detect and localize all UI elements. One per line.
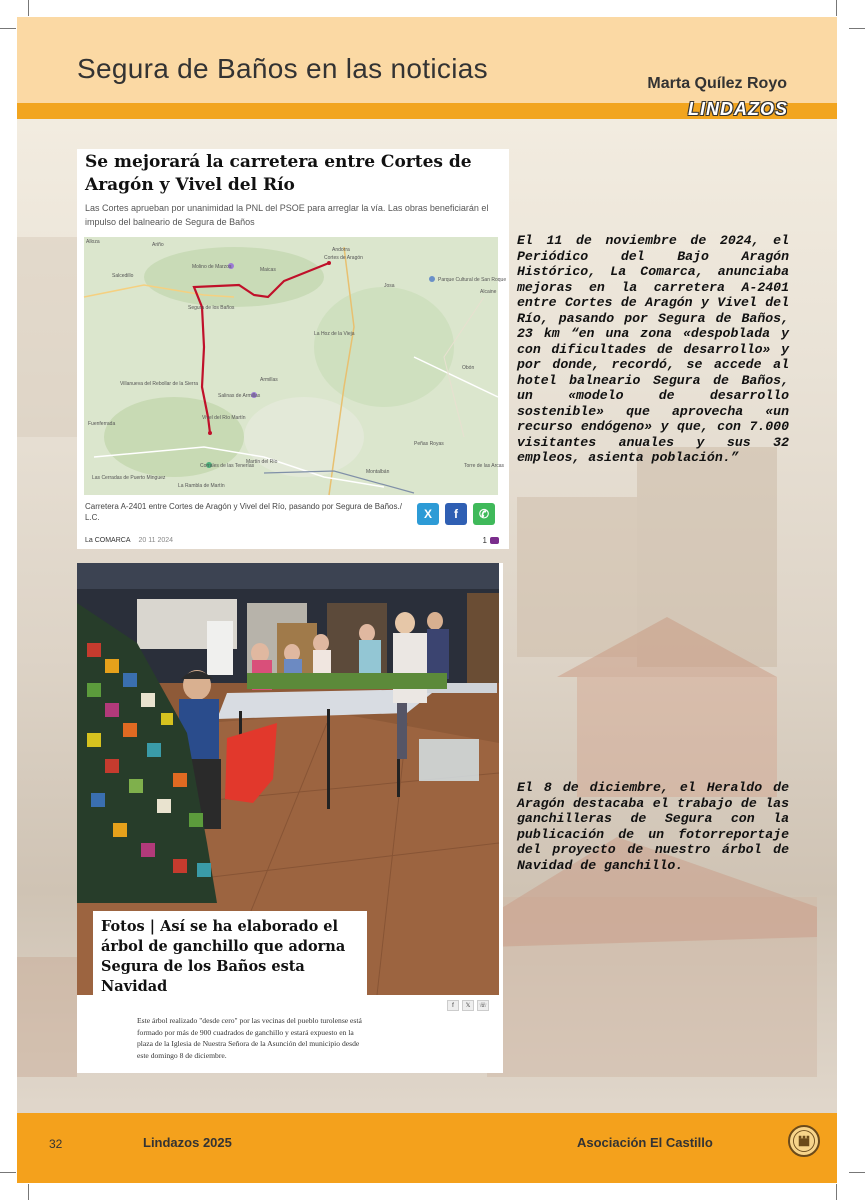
map-label: Peñas Royas: [414, 441, 444, 447]
crop-mark: [849, 1172, 865, 1173]
map-label: Cortes de Aragón: [324, 255, 363, 261]
map-label: Corrales de las Tenerías: [200, 463, 255, 469]
map-caption: Carretera A-2401 entre Cortes de Aragón y Vivel del Río, pasando por Segura de Baños./ L.C.: [85, 502, 402, 522]
magazine-logo: LINDAZOS: [688, 99, 788, 119]
map-label: La Hoz de la Vieja: [314, 331, 355, 337]
x-share-button[interactable]: X: [417, 503, 439, 525]
side-text-road: El 11 de noviembre de 2024, el Periódico del Bajo Aragón Histórico, La Comarca, anunciaba mejoras en la carretera A-2401 entre Cortes de Aragón y Vivel del Río, pasando por Segura de Baños, 23 km “en una zona «despoblada y con dificultades de desarrollo» y por donde, recordó, se accede al hotel balneario Segura de Baños, un «modelo de desarrollo sostenible» que aprovecha «un recurso endógeno» y que, con 7.000 visitantes anuales y sus 32 empleos, asienta población.”: [517, 233, 789, 465]
magazine-name: Lindazos 2025: [143, 1135, 232, 1150]
facebook-share-button[interactable]: f: [445, 503, 467, 525]
footer: [17, 1113, 837, 1183]
map-label: Salcedillo: [112, 273, 134, 279]
article-headline: Fotos | Así se ha elaborado el árbol de ganchillo que adorna Segura de los Baños esta Navidad: [101, 918, 346, 995]
association-seal-icon: [788, 1125, 820, 1157]
map-drawing: [84, 237, 498, 495]
map-label: Alcaine: [480, 289, 497, 295]
map-label: Andorra: [332, 247, 350, 253]
map-label: Montalbán: [366, 469, 390, 475]
map-label: La Rambla de Martín: [178, 483, 225, 489]
article-date: 20 11 2024: [138, 537, 174, 544]
map-label: Josa: [384, 283, 395, 289]
article-subtitle: Las Cortes aprueban por unanimidad la PNL del PSOE para arreglar la vía. Las obras beneficiarán el impulso del balneario de Segura de Baños: [85, 203, 489, 227]
map-label: Salinas de Armillas: [218, 393, 261, 399]
crop-mark: [28, 1184, 29, 1200]
map-label: Martín del Río: [246, 459, 278, 465]
page-number: 32: [49, 1137, 63, 1151]
road-map: [84, 237, 507, 495]
whatsapp-share-button[interactable]: ☏: [477, 1000, 489, 1011]
map-label: Segura de los Baños: [188, 305, 235, 311]
news-clipping-road: [77, 149, 509, 549]
comment-icon: [490, 537, 499, 544]
map-label: Molino de Marzos: [192, 264, 232, 270]
map-label: Ariño: [152, 242, 164, 248]
comments-link[interactable]: [483, 536, 499, 545]
crop-mark: [836, 0, 837, 16]
page-title: Segura de Baños en las noticias: [77, 53, 488, 84]
header: [17, 17, 837, 105]
map-label: Parque Cultural de San Roque: [438, 277, 507, 283]
crop-mark: [28, 0, 29, 16]
photo-headline-box: [93, 911, 367, 999]
article-headline: Se mejorará la carretera entre Cortes de Aragón y Vivel del Río: [85, 152, 472, 195]
crop-mark: [849, 28, 865, 29]
article-description: Este árbol realizado "desde cero" por las vecinas del pueblo turolense está formado por más de 900 cuadrados de ganchillo y estará expuesto en la plaza de la Iglesia de Nuestra Señora de la Asunción del municipio desde este domingo 8 de diciembre.: [137, 1016, 362, 1060]
association-name: Asociación El Castillo: [577, 1135, 713, 1150]
page: [17, 17, 837, 1183]
map-label: Torre de las Arcas: [464, 463, 505, 469]
x-share-button[interactable]: 𝕏: [462, 1000, 474, 1011]
map-label: Maicas: [260, 267, 276, 273]
whatsapp-share-button[interactable]: ✆: [473, 503, 495, 525]
crochet-photo: [77, 563, 499, 995]
map-label: Obón: [462, 365, 475, 371]
map-label: Villanueva del Rebollar de la Sierra: [120, 381, 199, 387]
map-label: Las Cerradas de Puerto Minguez: [92, 475, 166, 481]
crop-mark: [0, 1172, 16, 1173]
comment-count: 1: [482, 536, 487, 545]
author-name: Marta Quílez Royo: [647, 75, 787, 92]
crop-mark: [0, 28, 16, 29]
article-meta: [85, 537, 173, 544]
facebook-share-button[interactable]: f: [447, 1000, 459, 1011]
map-label: Vivel del Río Martín: [202, 415, 246, 421]
news-clipping-crochet: [77, 563, 503, 1073]
map-label: Armillas: [260, 377, 278, 383]
article-source: La COMARCA: [85, 537, 131, 544]
map-label: Fuenferrada: [88, 421, 116, 427]
map-label: Alloza: [86, 239, 100, 245]
crop-mark: [836, 1184, 837, 1200]
side-text-crochet: El 8 de diciembre, el Heraldo de Aragón destacaba el trabajo de las ganchilleras de Segura con la publicación de un fotorreportaje del proyecto de nuestro árbol de Navidad de ganchillo.: [517, 780, 789, 873]
